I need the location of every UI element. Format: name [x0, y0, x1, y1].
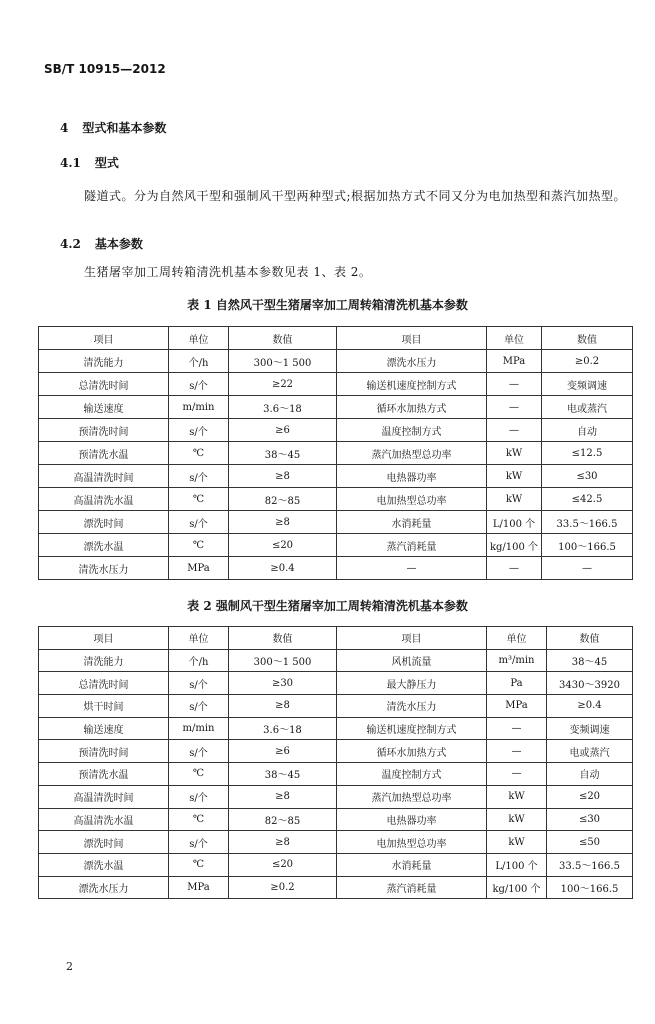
table-cell: 清洗能力	[39, 350, 169, 373]
table-header-row	[39, 627, 633, 650]
table-row	[39, 511, 633, 534]
table-cell: 高温清洗水温	[39, 488, 169, 511]
column-header: 数值	[547, 627, 633, 650]
table-cell: L/100 个	[487, 511, 542, 534]
table-cell: 漂洗水温	[39, 534, 169, 557]
table-2-caption: 表 2 强制风干型生猪屠宰加工周转箱清洗机基本参数	[187, 599, 468, 613]
table-cell: 300～1 500	[229, 649, 337, 672]
table-cell: 82～85	[229, 488, 337, 511]
table-cell: s/个	[169, 740, 229, 763]
table-cell: ≤50	[547, 831, 633, 854]
table-row	[39, 808, 633, 831]
table-row	[39, 465, 633, 488]
table-cell: 输送速度	[39, 396, 169, 419]
table-cell: —	[487, 419, 542, 442]
table-cell: ℃	[169, 488, 229, 511]
table-row	[39, 557, 633, 580]
table-row	[39, 649, 633, 672]
table-cell: 漂洗水压力	[337, 350, 487, 373]
table-cell: kW	[487, 785, 547, 808]
table-row	[39, 763, 633, 786]
table-cell: 预清洗水温	[39, 442, 169, 465]
table-row	[39, 785, 633, 808]
section-title: 型式和基本参数	[82, 121, 167, 135]
column-header: 单位	[487, 627, 547, 650]
table-cell: ≥0.2	[229, 876, 337, 899]
table-cell: ℃	[169, 808, 229, 831]
table-cell: 输送机速度控制方式	[337, 373, 487, 396]
table-cell: 38～45	[229, 763, 337, 786]
section-4-heading	[60, 119, 166, 136]
table-cell: ≥6	[229, 740, 337, 763]
column-header: 数值	[229, 627, 337, 650]
table-cell: 清洗能力	[39, 649, 169, 672]
section-4-2-heading	[60, 235, 143, 252]
table-cell: 最大静压力	[337, 672, 487, 695]
table-cell: 循环水加热方式	[337, 396, 487, 419]
table-cell: —	[542, 557, 633, 580]
table-cell: 烘干时间	[39, 695, 169, 718]
table-cell: 蒸汽消耗量	[337, 534, 487, 557]
table-cell: ℃	[169, 853, 229, 876]
table-cell: ≥0.4	[547, 695, 633, 718]
table-row	[39, 717, 633, 740]
table-cell: ≤42.5	[542, 488, 633, 511]
table-cell: s/个	[169, 511, 229, 534]
table-cell: 3.6～18	[229, 396, 337, 419]
table-cell: 变频调速	[547, 717, 633, 740]
table-cell: 个/h	[169, 350, 229, 373]
table-cell: m/min	[169, 396, 229, 419]
table-cell: 38～45	[547, 649, 633, 672]
document-code: SB/T 10915—2012	[44, 62, 166, 76]
table-cell: 漂洗水温	[39, 853, 169, 876]
table-row	[39, 740, 633, 763]
table-cell: 电热器功率	[337, 465, 487, 488]
table-cell: 电或蒸汽	[542, 396, 633, 419]
table-cell: 漂洗水压力	[39, 876, 169, 899]
table-cell: 电或蒸汽	[547, 740, 633, 763]
table-cell: 蒸汽加热型总功率	[337, 442, 487, 465]
table-cell: ≥30	[229, 672, 337, 695]
section-4-1-text: 隧道式。分为自然风干型和强制风干型两种型式;根据加热方式不同又分为电加热型和蒸汽加热型。	[84, 189, 627, 203]
column-header: 项目	[337, 627, 487, 650]
table-cell: m/min	[169, 717, 229, 740]
table-cell: 预清洗水温	[39, 763, 169, 786]
table-cell: —	[487, 763, 547, 786]
table-cell: s/个	[169, 695, 229, 718]
table-cell: 漂洗时间	[39, 831, 169, 854]
section-4-1-heading	[60, 154, 119, 171]
table-cell: ≥8	[229, 785, 337, 808]
column-header: 单位	[487, 327, 542, 350]
section-title: 型式	[94, 156, 119, 170]
column-header: 数值	[229, 327, 337, 350]
table-cell: s/个	[169, 465, 229, 488]
table-cell: ≤12.5	[542, 442, 633, 465]
table-cell: 变频调速	[542, 373, 633, 396]
table-cell: s/个	[169, 373, 229, 396]
column-header: 项目	[39, 327, 169, 350]
table-cell: kW	[487, 465, 542, 488]
table-cell: 高温清洗时间	[39, 785, 169, 808]
table-cell: 清洗水压力	[39, 557, 169, 580]
table-cell: 高温清洗水温	[39, 808, 169, 831]
table-row	[39, 876, 633, 899]
table-cell: 清洗水压力	[337, 695, 487, 718]
table-cell: —	[487, 740, 547, 763]
table-cell: ≥22	[229, 373, 337, 396]
table-row	[39, 534, 633, 557]
table-cell: ≥8	[229, 695, 337, 718]
table-row	[39, 488, 633, 511]
table-cell: 总清洗时间	[39, 672, 169, 695]
table-cell: 蒸汽消耗量	[337, 876, 487, 899]
table-cell: Pa	[487, 672, 547, 695]
table-cell: s/个	[169, 672, 229, 695]
table-row	[39, 853, 633, 876]
table-cell: 温度控制方式	[337, 763, 487, 786]
table-cell: MPa	[169, 876, 229, 899]
table-cell: —	[337, 557, 487, 580]
table-row	[39, 695, 633, 718]
section-title: 基本参数	[94, 237, 143, 251]
table-cell: 温度控制方式	[337, 419, 487, 442]
table-cell: kW	[487, 808, 547, 831]
table-cell: MPa	[487, 695, 547, 718]
table-cell: ℃	[169, 763, 229, 786]
table-row	[39, 442, 633, 465]
column-header: 数值	[542, 327, 633, 350]
table-cell: 高温清洗时间	[39, 465, 169, 488]
section-number: 4	[60, 121, 69, 135]
table-row	[39, 419, 633, 442]
section-number: 4.2	[60, 237, 81, 251]
table-cell: kg/100 个	[487, 534, 542, 557]
table-cell: ≤20	[547, 785, 633, 808]
table-cell: 预清洗时间	[39, 419, 169, 442]
table-cell: kg/100 个	[487, 876, 547, 899]
table-row	[39, 373, 633, 396]
table-cell: kW	[487, 442, 542, 465]
table-cell: 3.6～18	[229, 717, 337, 740]
table-cell: 82～85	[229, 808, 337, 831]
table-cell: ≥8	[229, 831, 337, 854]
table-2	[38, 626, 633, 899]
table-cell: 输送机速度控制方式	[337, 717, 487, 740]
table-cell: ≤30	[542, 465, 633, 488]
table-cell: ≥8	[229, 511, 337, 534]
table-1	[38, 326, 633, 580]
table-cell: s/个	[169, 831, 229, 854]
table-cell: 电加热型总功率	[337, 831, 487, 854]
table-cell: —	[487, 717, 547, 740]
table-cell: ℃	[169, 534, 229, 557]
page-number: 2	[66, 960, 73, 973]
table-cell: 自动	[547, 763, 633, 786]
table-cell: s/个	[169, 419, 229, 442]
column-header: 单位	[169, 627, 229, 650]
table-cell: L/100 个	[487, 853, 547, 876]
table-cell: —	[487, 557, 542, 580]
table-1-caption: 表 1 自然风干型生猪屠宰加工周转箱清洗机基本参数	[187, 298, 468, 312]
table-cell: 100～166.5	[542, 534, 633, 557]
table-row	[39, 350, 633, 373]
table-cell: 蒸汽加热型总功率	[337, 785, 487, 808]
table-cell: 总清洗时间	[39, 373, 169, 396]
table-row	[39, 672, 633, 695]
table-cell: ≥0.4	[229, 557, 337, 580]
table-cell: 循环水加热方式	[337, 740, 487, 763]
table-cell: m³/min	[487, 649, 547, 672]
table-cell: 3430～3920	[547, 672, 633, 695]
table-cell: MPa	[487, 350, 542, 373]
table-cell: 33.5～166.5	[542, 511, 633, 534]
section-4-2-text: 生猪屠宰加工周转箱清洗机基本参数见表 1、表 2。	[84, 265, 372, 279]
table-cell: 100～166.5	[547, 876, 633, 899]
table-cell: ≥0.2	[542, 350, 633, 373]
table-cell: ≥8	[229, 465, 337, 488]
column-header: 项目	[39, 627, 169, 650]
table-cell: 电热器功率	[337, 808, 487, 831]
table-cell: ≤20	[229, 853, 337, 876]
column-header: 项目	[337, 327, 487, 350]
table-cell: MPa	[169, 557, 229, 580]
table-cell: ≤30	[547, 808, 633, 831]
table-cell: 33.5～166.5	[547, 853, 633, 876]
table-cell: 漂洗时间	[39, 511, 169, 534]
table-cell: ≥6	[229, 419, 337, 442]
table-cell: kW	[487, 488, 542, 511]
table-header-row	[39, 327, 633, 350]
table-cell: —	[487, 396, 542, 419]
table-cell: 300～1 500	[229, 350, 337, 373]
table-cell: ℃	[169, 442, 229, 465]
table-cell: 水消耗量	[337, 511, 487, 534]
table-cell: kW	[487, 831, 547, 854]
table-cell: 38～45	[229, 442, 337, 465]
table-cell: —	[487, 373, 542, 396]
table-cell: 个/h	[169, 649, 229, 672]
table-cell: ≤20	[229, 534, 337, 557]
table-cell: 风机流量	[337, 649, 487, 672]
column-header: 单位	[169, 327, 229, 350]
table-cell: 输送速度	[39, 717, 169, 740]
table-cell: 自动	[542, 419, 633, 442]
table-row	[39, 396, 633, 419]
table-cell: 电加热型总功率	[337, 488, 487, 511]
table-cell: s/个	[169, 785, 229, 808]
table-row	[39, 831, 633, 854]
section-number: 4.1	[60, 156, 81, 170]
table-cell: 预清洗时间	[39, 740, 169, 763]
table-cell: 水消耗量	[337, 853, 487, 876]
